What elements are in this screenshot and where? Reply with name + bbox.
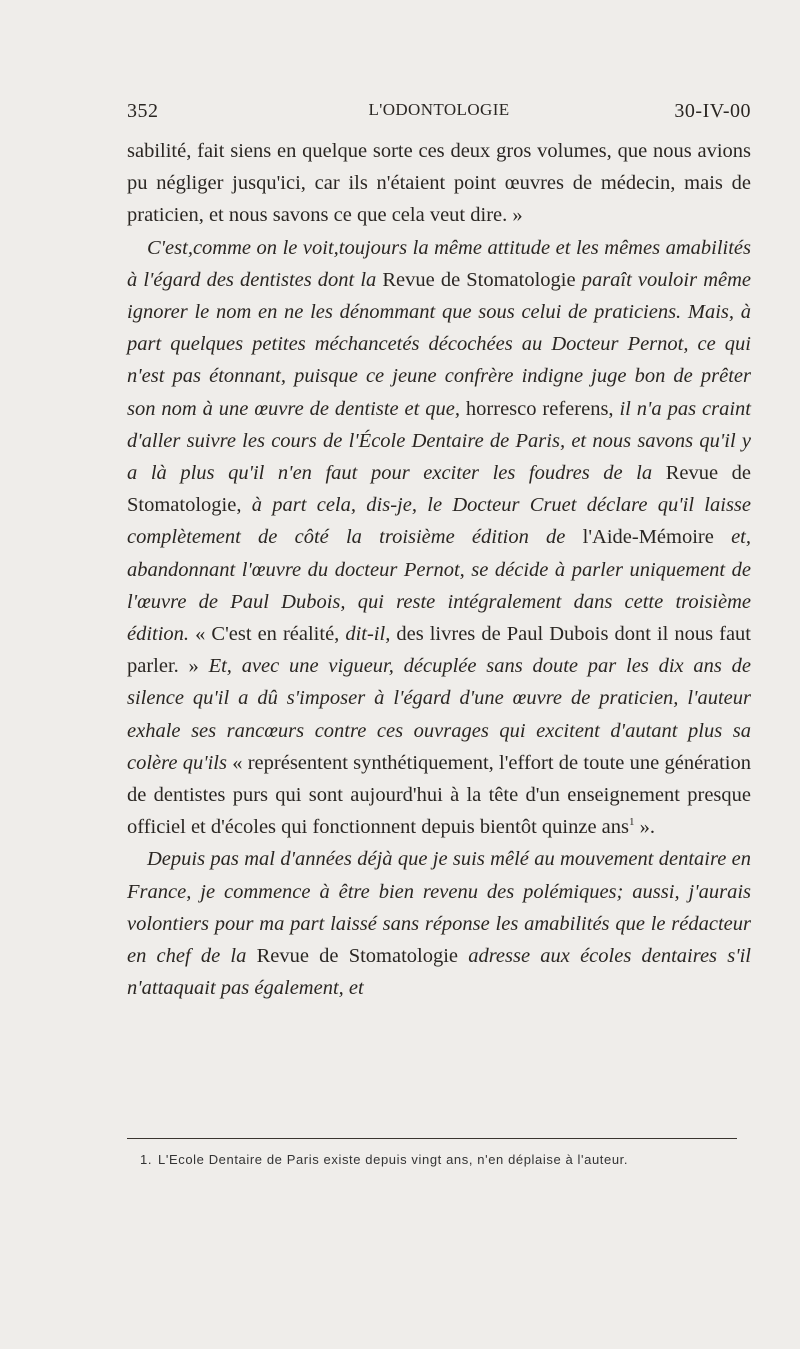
italic-run: Depuis pas mal d'années déjà que je suis mêlé au mouvement dentaire en France, je commence à être bien revenu des polémiques; aussi, j'aurais volontiers pour ma part laissé sans réponse les amabilités que le rédacteur en chef de la [127, 848, 751, 968]
body-text [127, 135, 751, 1004]
footnote-ref: 1 [629, 816, 635, 829]
italic-run: paraît vouloir même ignorer le nom en ne les dénommant que sous celui de praticiens. Mais, à part quelques petites méchancetés décochées au Docteur Pernot, ce qui n'est pas étonnant, puisque ce jeune confrère indigne juge bon de prêter son nom à une œuvre de dentiste et que, [127, 268, 752, 420]
text-run: « C'est en réalité, [195, 623, 346, 646]
text-run: Revue de Stomatologie [382, 268, 582, 291]
text-run: Revue de Stomatologie, [127, 462, 751, 517]
paragraph [127, 135, 751, 232]
footnote-text: L'Ecole Dentaire de Paris existe depuis vingt ans, n'en déplaise à l'auteur. [158, 1152, 629, 1167]
paragraph [127, 843, 751, 1004]
text-run: « représentent synthétiquement, l'effort de toute une génération de dentistes purs qui sont aujourd'hui à la tête d'un enseignement presque officiel et d'écoles qui fonctionnent depuis bientôt quinze ans [127, 751, 751, 839]
text-run: horresco referens, [465, 397, 620, 420]
italic-run: adresse aux écoles dentaires s'il n'attaquait pas également, et [127, 945, 751, 1000]
footnote-divider [127, 1138, 737, 1139]
italic-run: à part cela, dis-je, le Docteur Cruet déclare qu'il laisse complètement de côté la troisième édition de [127, 494, 752, 549]
page-number: 352 [127, 100, 159, 122]
paragraph [127, 232, 751, 844]
text-run: l'Aide-Mémoire [582, 526, 732, 549]
italic-run: C'est,comme on le voit,toujours la même attitude et les mêmes amabilités à l'égard des dentistes dont la [127, 236, 751, 291]
issue-date: 30-IV-00 [674, 100, 751, 122]
footnote-number: 1. [140, 1152, 153, 1167]
footnote [140, 1152, 750, 1167]
running-title: L'ODONTOLOGIE [368, 100, 510, 119]
italic-run: il n'a pas craint d'aller suivre les cours de l'École Dentaire de Paris, et nous savons qu'il y a là plus qu'il n'en faut pour exciter les foudres de la [127, 397, 751, 485]
italic-run: dit-il, [345, 623, 397, 646]
text-run: Revue de Stomatologie [256, 945, 469, 968]
page-header [127, 100, 751, 130]
text-run: sabilité, fait siens en quelque sorte ces deux gros volumes, que nous avions pu négliger jusqu'ici, car ils n'étaient point œuvres de médecin, mais de praticien, et nous savons ce que cela veut dire. » [127, 140, 751, 227]
italic-run: Et, avec une vigueur, décuplée sans doute par les dix ans de silence qu'il a dû s'imposer à l'égard d'une œuvre de praticien, l'auteur exhale ses rancœurs contre ces ouvrages qui excitent d'autant plus sa colère qu'ils [127, 655, 751, 774]
text-run: ». [634, 816, 656, 839]
italic-run: et, abandonnant l'œuvre du docteur Pernot, se décide à parler uniquement de l'œuvre de Paul Dubois, qui reste intégralement dans cette troisième édition. [127, 526, 751, 646]
text-run: des livres de Paul Dubois dont il nous faut parler. » [127, 623, 752, 678]
